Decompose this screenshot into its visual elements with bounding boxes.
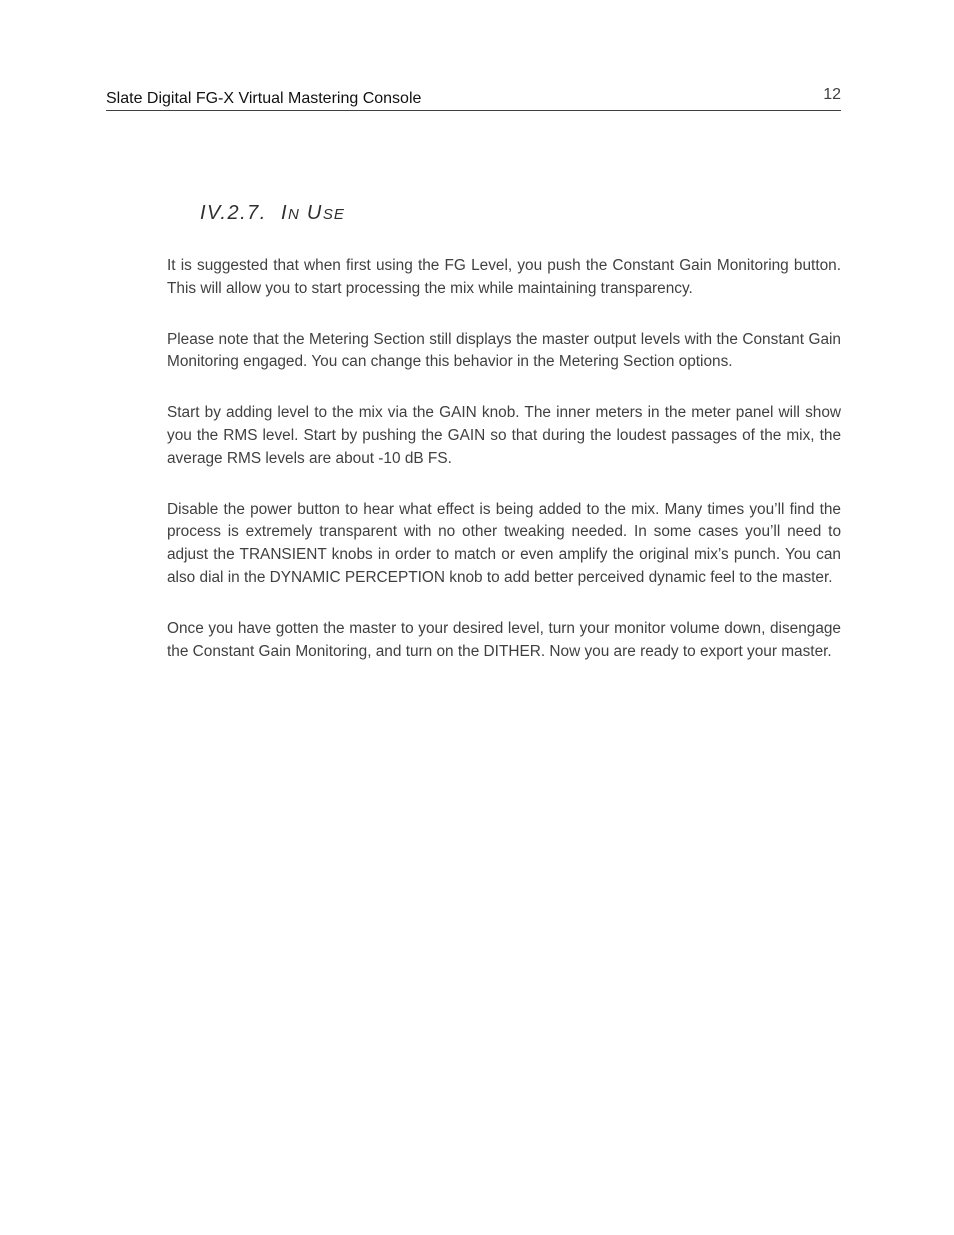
section-number: IV.2.7. xyxy=(200,202,267,224)
paragraph-4: Disable the power button to hear what effect is being added to the mix. Many times you’ll find the process is extremely transparent with no other tweaking needed. In some cases you’ll need to adjust the TRANSIENT knobs in order to match or even amplify the original mix’s punch. You can also dial in the DYNAMIC PERCEPTION knob to add better perceived dynamic feel to the master. xyxy=(167,500,841,586)
paragraph-5: Once you have gotten the master to your desired level, turn your monitor volume down, disengage the Constant Gain Monitoring, and turn on the DITHER. Now you are ready to export your master. xyxy=(167,619,841,660)
body-content xyxy=(167,255,841,691)
section-title-word-1-initial: I xyxy=(280,202,289,224)
section-heading xyxy=(200,202,345,225)
section-title-word-2-initial: U xyxy=(306,202,323,224)
paragraph-1: It is suggested that when first using the FG Level, you push the Constant Gain Monitoring button. This will allow you to start processing the mix while maintaining transparency. xyxy=(167,257,841,297)
paragraph-3: Start by adding level to the mix via the GAIN knob. The inner meters in the meter panel will show you the RMS level. Start by pushing the GAIN so that during the loudest passages of the mix, the average RMS levels are about -10 dB FS. xyxy=(167,404,841,467)
document-title: Slate Digital FG-X Virtual Mastering Console xyxy=(106,90,422,107)
section-title-word-2-rest: SE xyxy=(322,206,345,223)
section-title-word-1-rest: N xyxy=(288,206,300,223)
page-number: 12 xyxy=(823,86,841,103)
paragraph-2: Please note that the Metering Section still displays the master output levels with the Constant Gain Monitoring engaged. You can change this behavior in the Metering Section options. xyxy=(167,330,841,371)
page-header xyxy=(106,86,841,111)
